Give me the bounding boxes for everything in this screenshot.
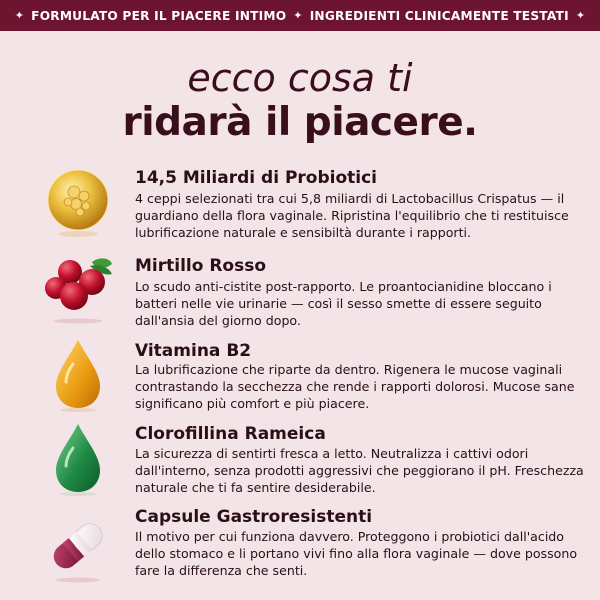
- green-drop-icon: [40, 420, 116, 496]
- probiotic-sphere-icon: [40, 162, 116, 238]
- star-icon: ✦: [293, 9, 303, 22]
- ingredient-title: Mirtillo Rosso: [135, 256, 267, 276]
- capsule-icon: [40, 508, 116, 584]
- cranberry-icon: [40, 248, 116, 324]
- ingredient-title: 14,5 Miliardi di Probiotici: [135, 168, 378, 188]
- ingredient-description: Il motivo per cui funziona davvero. Proteggono i probiotici dall'acido dello stomaco e li portano vivi fino alla flora vaginale — dove possono fare la differenza che senti.: [135, 529, 578, 578]
- headline-line-2: ridarà il piacere.: [122, 100, 478, 145]
- ingredient-title: Capsule Gastroresistenti: [135, 507, 373, 527]
- star-icon: ✦: [14, 9, 25, 22]
- top-banner: [0, 0, 600, 31]
- star-icon: ✦: [575, 9, 586, 22]
- ingredient-title: Vitamina B2: [135, 341, 252, 361]
- ingredient-description: Lo scudo anti-cistite post-rapporto. Le proantocianidine bloccano i batteri nelle vie urinarie — così il sesso smette di essere seguito dall'ansia del giorno dopo.: [135, 279, 552, 328]
- banner-left-text: FORMULATO PER IL PIACERE INTIMO: [31, 8, 287, 23]
- ingredient-title: Clorofillina Rameica: [135, 424, 326, 444]
- ingredient-description: La lubrificazione che riparte da dentro. Rigenera le mucose vaginali contrastando la secchezza che rende i rapporti dolorosi. Mucose sane significano più comfort e più piacere.: [135, 362, 575, 411]
- headline-line-1: ecco cosa ti: [187, 56, 413, 100]
- banner-right-text: INGREDIENTI CLINICAMENTE TESTATI: [309, 8, 569, 23]
- ingredient-description: 4 ceppi selezionati tra cui 5,8 miliardi di Lactobacillus Crispatus — il guardiano della flora vaginale. Ripristina l'equilibrio che ti restituisce lubrificazione naturale e sensibiltà durante i rapporti.: [135, 191, 569, 240]
- ingredient-description: La sicurezza di sentirti fresca a letto. Neutralizza i cattivi odori dall'interno, senza prodotti aggressivi che peggiorano il pH. Freschezza naturale che ti fa sentire desiderabile.: [135, 446, 584, 495]
- golden-drop-icon: [40, 336, 116, 412]
